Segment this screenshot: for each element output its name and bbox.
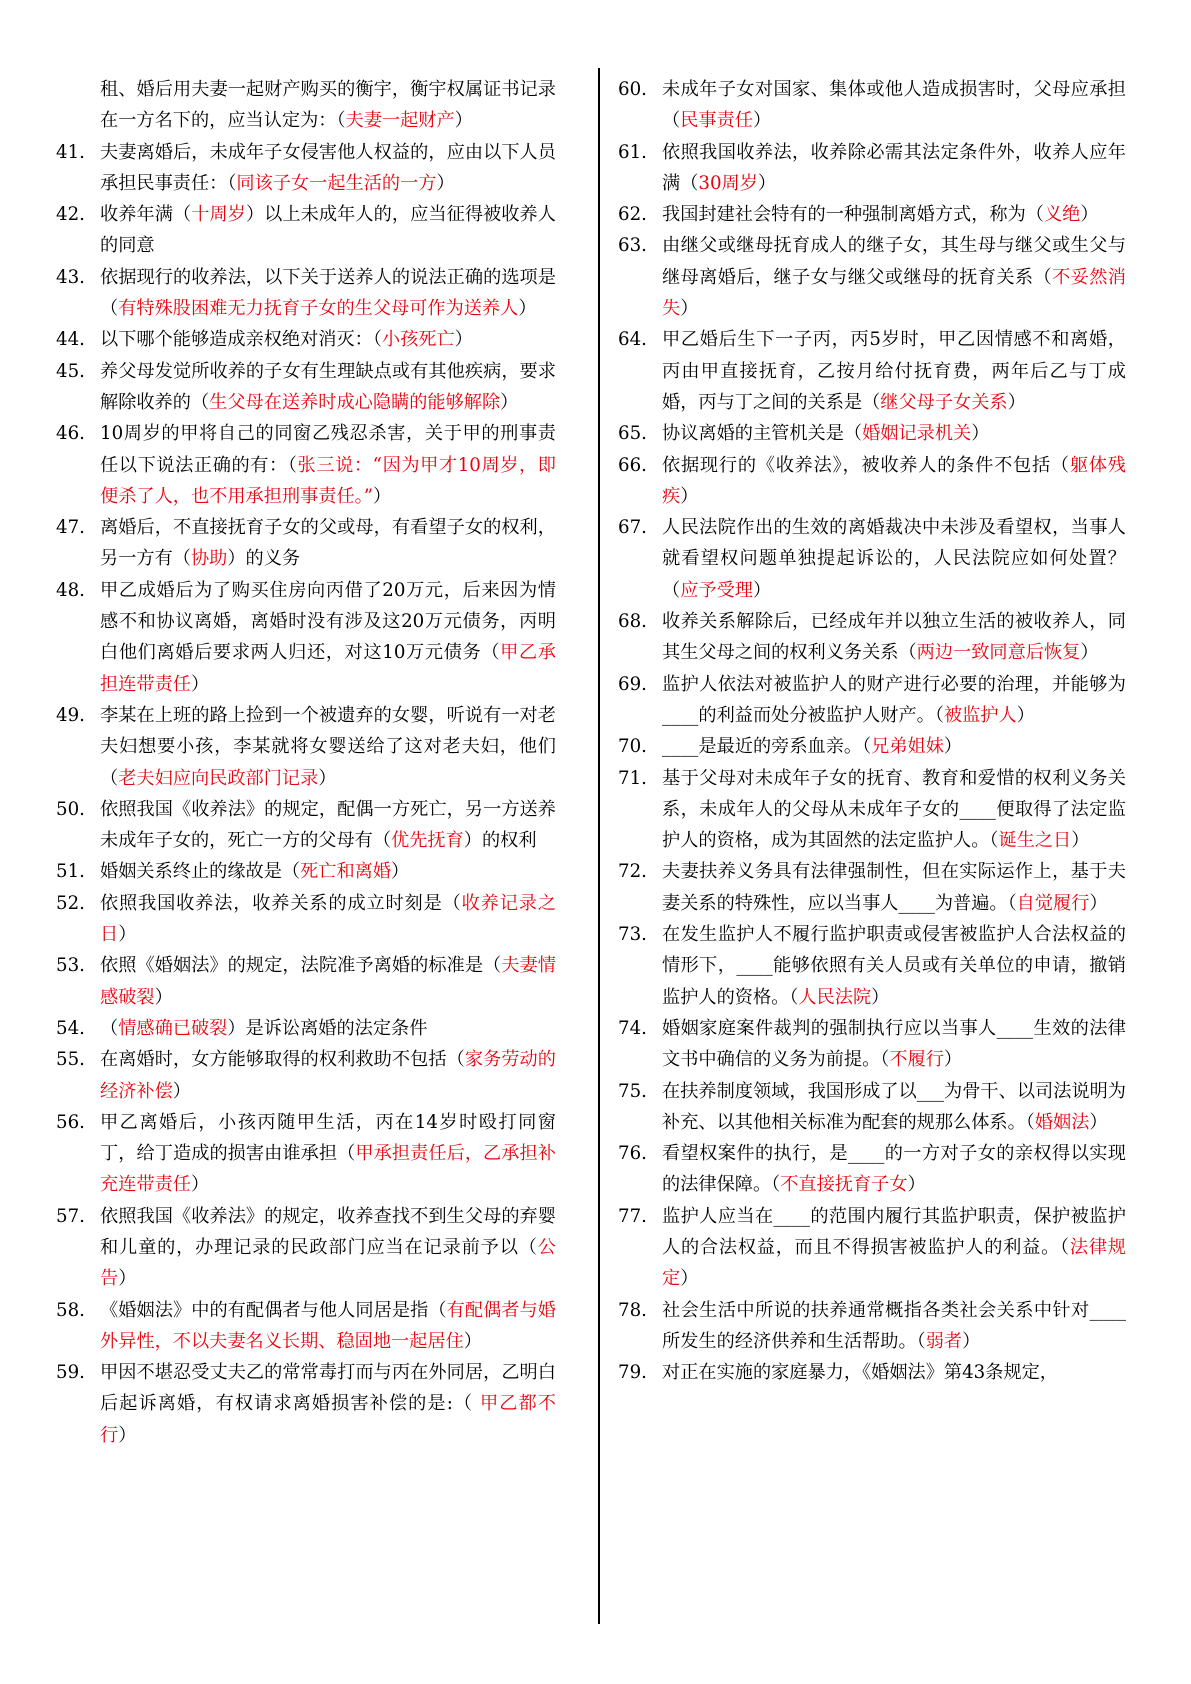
question-item	[618, 731, 1126, 762]
question-text: 依照我国《收养法》的规定，配偶一方死亡，另一方送养未成年子女的，死亡一方的父母有（	[100, 798, 556, 852]
answer-text: 婚姻记录机关	[862, 423, 972, 445]
question-text: 在发生监护人不履行监护职责或侵害被监护人合法权益的情形下，____能够依照有关人员或有关单位的申请，撤销监护人的资格。（	[662, 924, 1126, 1008]
question-number: 61.	[618, 141, 647, 163]
question-text: 甲乙婚后生下一子丙，丙5岁时，甲乙因情感不和离婚，丙由甲直接抚育，乙按月给付抚育费，两年后乙与丁成婚，丙与丁之间的关系是（	[662, 329, 1126, 413]
question-text: 对正在实施的家庭暴力，《婚姻法》第43条规定，	[662, 1362, 1058, 1384]
answer-text: 人民法院	[798, 986, 872, 1008]
question-body	[662, 1357, 1126, 1388]
answer-text: 婚姻法	[1034, 1111, 1090, 1133]
answer-text: 弱者	[925, 1330, 963, 1352]
question-number: 64.	[618, 329, 647, 351]
question-tail: ）	[971, 423, 990, 445]
question-text: 10周岁的甲将自己的同窗乙残忍杀害，关于甲的刑事责任以下说法正确的有：（	[100, 423, 556, 476]
answer-text: 躯体残疾	[662, 454, 1126, 507]
question-item	[56, 950, 556, 1013]
question-tail: ）	[752, 579, 772, 601]
question-number: 43.	[56, 266, 85, 288]
question-tail: ）	[962, 1330, 981, 1352]
question-text: ____是最近的旁系血亲。（	[662, 736, 872, 758]
question-item	[618, 230, 1126, 324]
question-body	[662, 450, 1126, 513]
question-item	[618, 919, 1126, 1013]
question-body	[662, 606, 1126, 669]
question-tail: ）的义务	[227, 548, 301, 570]
question-item	[56, 74, 556, 137]
question-number: 56.	[56, 1111, 85, 1133]
question-number: 47.	[56, 517, 85, 539]
answer-text: 有特殊股困难无力抚育子女的生父母可作为送养人	[118, 298, 519, 320]
question-tail: ）	[752, 110, 772, 132]
question-text: 依照我国收养法，收养关系的成立时刻是（	[100, 892, 462, 914]
question-text: 养父母发觉所收养的子女有生理缺点或有其他疾病，要求解除收养的（	[100, 360, 556, 413]
question-item	[56, 1107, 556, 1201]
question-tail: ）	[190, 1174, 210, 1196]
answer-text: 继父母子女关系	[880, 391, 1008, 413]
question-item	[618, 606, 1126, 669]
question-tail: ）	[1016, 704, 1035, 726]
answer-text: 不履行	[889, 1049, 944, 1071]
question-item	[618, 1295, 1126, 1358]
question-body	[662, 669, 1126, 732]
question-tail: ）	[190, 673, 210, 695]
question-number: 70.	[618, 736, 647, 758]
answer-text: 张三说：“因为甲才10周岁，即便杀了人，也不用承担刑事责任。”	[100, 454, 556, 507]
question-tail: ）	[680, 485, 699, 507]
question-item	[618, 1076, 1126, 1139]
question-body	[100, 1201, 556, 1295]
question-tail: ）	[500, 391, 519, 413]
answer-text: 不妥然消失	[662, 266, 1126, 320]
answer-text: 夫妻一起财产	[345, 110, 455, 132]
question-text: （	[100, 1017, 119, 1039]
answer-text: 甲乙承担连带责任	[100, 642, 556, 695]
question-body	[662, 763, 1126, 857]
question-item	[56, 888, 556, 951]
question-tail: ）	[454, 110, 473, 132]
question-text: 租、婚后用夫妻一起财产购买的衡宇，衡宇权属证书记录在一方名下的，应当认定为：（	[100, 79, 556, 132]
question-text: 基于父母对未成年子女的抚育、教育和爱惜的权利义务关系，未成年人的父母从未成年子女的____便取得了法定监护人的资格，成为其固然的法定监护人。（	[662, 767, 1126, 852]
answer-text: 情感确已破裂	[118, 1017, 228, 1039]
question-number: 72.	[618, 861, 647, 883]
right-column	[618, 74, 1126, 1388]
question-item	[618, 512, 1126, 606]
question-body	[662, 731, 1126, 762]
question-number: 77.	[618, 1205, 647, 1227]
question-text: 依照我国《收养法》的规定，收养查找不到生父母的弃婴和儿童的，办理记录的民政部门应当在记录前予以（	[100, 1205, 556, 1258]
question-tail: ）是诉讼离婚的法定条件	[227, 1017, 428, 1039]
question-tail: ）	[1089, 892, 1108, 914]
answer-text: 十周岁	[191, 204, 246, 226]
question-number: 59.	[56, 1362, 85, 1384]
question-text: 未成年子女对国家、集体或他人造成损害时，父母应承担（	[662, 79, 1126, 132]
question-number: 58.	[56, 1299, 85, 1321]
question-tail: ）	[871, 986, 890, 1008]
question-text: 监护人依法对被监护人的财产进行必要的治理，并能够为____的利益而处分被监护人财产。（	[662, 673, 1126, 726]
question-body	[100, 137, 556, 200]
question-body	[662, 1013, 1126, 1076]
question-tail: ）	[518, 298, 537, 320]
question-body	[100, 1013, 556, 1044]
question-tail: ）以上未成年人的，应当征得被收养人的同意	[100, 204, 556, 257]
question-item	[618, 1138, 1126, 1201]
column-divider	[598, 68, 600, 1624]
question-tail: ）	[373, 485, 392, 507]
question-item	[56, 418, 556, 512]
question-body	[100, 1044, 556, 1107]
question-item	[56, 1013, 556, 1044]
question-tail: ）	[943, 736, 963, 758]
question-tail: ）	[1080, 642, 1099, 664]
question-item	[618, 669, 1126, 732]
question-text: 甲乙成婚后为了购买住房向丙借了20万元，后来因为情感不和协议离婚，离婚时没有涉及这20万元债务，丙明白他们离婚后要求两人归还，对这10万元债务（	[100, 579, 556, 664]
question-item	[618, 856, 1126, 919]
question-body	[100, 74, 556, 137]
question-number: 67.	[618, 517, 647, 539]
question-item	[618, 324, 1126, 418]
question-text: 看望权案件的执行，是____的一方对子女的亲权得以实现的法律保障。（	[662, 1143, 1126, 1196]
question-number: 79.	[618, 1362, 647, 1384]
question-number: 73.	[618, 924, 647, 946]
answer-text: 甲乙都不行	[100, 1393, 556, 1446]
question-body	[662, 1076, 1126, 1139]
question-number: 53.	[56, 955, 85, 977]
question-body	[100, 700, 556, 794]
question-item	[618, 1201, 1126, 1295]
question-body	[662, 856, 1126, 919]
question-number: 74.	[618, 1017, 647, 1039]
question-body	[662, 137, 1126, 200]
question-item	[618, 450, 1126, 513]
question-number: 48.	[56, 579, 85, 601]
question-text: 在扶养制度领域，我国形成了以___为骨干、以司法说明为补充、以其他相关标准为配套的规那么体系。（	[662, 1080, 1126, 1133]
question-text: 《婚姻法》中的有配偶者与他人同居是指（	[100, 1299, 447, 1321]
question-body	[662, 512, 1126, 606]
question-number: 69.	[618, 673, 647, 695]
question-item	[56, 356, 556, 419]
question-body	[662, 74, 1126, 137]
question-item	[56, 700, 556, 794]
question-tail: ）	[118, 1424, 137, 1446]
question-tail: ）	[463, 1330, 482, 1352]
question-tail: ）	[1080, 204, 1099, 226]
question-text: 协议离婚的主管机关是（	[662, 423, 863, 445]
question-number: 62.	[618, 204, 647, 226]
question-number: 60.	[618, 79, 647, 100]
question-body	[100, 794, 556, 857]
question-body	[100, 418, 556, 512]
question-tail: ）	[1089, 1111, 1108, 1133]
question-tail: ）	[118, 1268, 137, 1290]
question-item	[56, 1357, 556, 1451]
question-text: 由继父或继母抚育成人的继子女，其生母与继父或生父与继母离婚后，继子女与继父或继母的抚育关系（	[662, 235, 1126, 288]
question-body	[100, 950, 556, 1013]
question-tail: ）	[680, 1268, 699, 1290]
question-number: 66.	[618, 454, 647, 476]
question-number: 46.	[56, 423, 85, 445]
answer-text: 30周岁	[698, 172, 758, 194]
question-number: 76.	[618, 1143, 647, 1165]
question-body	[662, 324, 1126, 418]
question-body	[100, 324, 556, 355]
answer-text: 自觉履行	[1016, 892, 1090, 914]
question-number: 65.	[618, 423, 647, 445]
question-text: 李某在上班的路上捡到一个被遗弃的女婴，听说有一对老夫妇想要小孩，李某就将女婴送给了这对老夫妇，他们（	[100, 704, 556, 789]
question-item	[56, 137, 556, 200]
question-item	[56, 575, 556, 700]
question-tail: ）	[943, 1049, 963, 1071]
answer-text: 甲承担责任后，乙承担补充连带责任	[100, 1143, 556, 1196]
question-text: 收养年满（	[100, 204, 192, 226]
question-tail: ）	[172, 1080, 191, 1102]
question-tail: ）	[118, 924, 137, 946]
question-text: 甲因不堪忍受丈夫乙的常常毒打而与丙在外同居，乙明白后起诉离婚，有权请求离婚损害补偿的是:（	[100, 1362, 556, 1415]
question-text: 在离婚时，女方能够取得的权利救助不包括（	[100, 1049, 465, 1071]
question-text: 依据现行的收养法，以下关于送养人的说法正确的选项是（	[100, 266, 556, 320]
question-body	[100, 856, 556, 887]
question-item	[56, 1295, 556, 1358]
question-item	[618, 74, 1126, 137]
question-item	[56, 856, 556, 887]
answer-text: 同该子女一起生活的一方	[236, 172, 437, 194]
question-number: 52.	[56, 892, 85, 914]
left-column	[56, 74, 556, 1451]
question-number: 51.	[56, 861, 85, 883]
question-body	[100, 1357, 556, 1451]
answer-text: 夫妻情感破裂	[100, 955, 556, 1008]
question-text: 夫妻离婚后，未成年子女侵害他人权益的，应由以下人员承担民事责任：（	[100, 141, 556, 194]
question-item	[56, 199, 556, 262]
question-body	[100, 199, 556, 262]
question-tail: ）	[1007, 391, 1026, 413]
question-body	[100, 888, 556, 951]
question-body	[662, 230, 1126, 324]
question-number: 54.	[56, 1017, 85, 1039]
question-item	[56, 794, 556, 857]
question-tail: ）	[757, 172, 777, 194]
question-number: 44.	[56, 329, 85, 351]
question-text: 依照我国收养法，收养除必需其法定条件外，收养人应年满（	[662, 141, 1126, 194]
question-item	[618, 1357, 1126, 1388]
question-body	[100, 262, 556, 325]
question-tail: ）	[454, 329, 473, 351]
question-tail: ）	[154, 986, 173, 1008]
answer-text: 协助	[190, 548, 228, 570]
question-body	[100, 575, 556, 700]
question-body	[100, 356, 556, 419]
question-body	[662, 418, 1126, 449]
question-item	[618, 137, 1126, 200]
question-text: 人民法院作出的生效的离婚裁决中未涉及看望权，当事人就看望权问题单独提起诉讼的，人民法院应如何处置？（	[662, 517, 1126, 601]
question-body	[662, 919, 1126, 1013]
question-text: 婚姻家庭案件裁判的强制执行应以当事人____生效的法律文书中确信的义务为前提。（	[662, 1017, 1126, 1071]
question-item	[56, 1044, 556, 1107]
question-item	[618, 1013, 1126, 1076]
answer-text: 义绝	[1043, 204, 1081, 226]
question-tail: ）	[391, 861, 410, 883]
answer-text: 诞生之日	[998, 830, 1072, 852]
question-number: 75.	[618, 1080, 647, 1102]
question-text: 甲乙离婚后，小孩丙随甲生活，丙在14岁时殴打同窗丁，给丁造成的损害由谁承担（	[100, 1111, 556, 1165]
answer-text: 法律规定	[662, 1236, 1126, 1290]
answer-text: 兄弟姐妹	[871, 736, 944, 758]
question-text: 社会生活中所说的扶养通常概指各类社会关系中针对____所发生的经济供养和生活帮助。（	[662, 1299, 1126, 1352]
question-tail: ）的权利	[463, 830, 537, 852]
answer-text: 民事责任	[680, 110, 753, 132]
question-text: 夫妻扶养义务具有法律强制性，但在实际运作上，基于夫妻关系的特殊性，应以当事人____为普遍。（	[662, 861, 1126, 914]
question-number: 49.	[56, 704, 85, 726]
question-body	[100, 512, 556, 575]
question-item	[56, 512, 556, 575]
question-item	[56, 1201, 556, 1295]
answer-text: 生父母在送养时成心隐瞒的能够解除	[209, 391, 501, 413]
question-text: 以下哪个能够造成亲权绝对消灭：（	[100, 329, 382, 351]
answer-text: 优先抚育	[391, 830, 464, 852]
question-tail: ）	[436, 172, 455, 194]
question-body	[662, 1295, 1126, 1358]
question-number: 63.	[618, 235, 647, 257]
question-tail: ）	[1071, 830, 1090, 852]
answer-text: 家务劳动的经济补偿	[100, 1049, 556, 1102]
answer-text: 不直接抚育子女	[780, 1174, 908, 1196]
question-text: 依照《婚姻法》的规定，法院准予离婚的标准是（	[100, 955, 502, 977]
question-number: 50.	[56, 798, 85, 820]
question-text: 离婚后，不直接抚育子女的父或母，有看望子女的权利，另一方有（	[100, 517, 556, 570]
question-item	[56, 262, 556, 325]
question-text: 依据现行的《收养法》，被收养人的条件不包括（	[662, 454, 1070, 476]
question-text: 我国封建社会特有的一种强制离婚方式，称为（	[662, 204, 1044, 226]
answer-text: 应予受理	[680, 579, 753, 601]
question-tail: ）	[318, 767, 337, 789]
question-number: 42.	[56, 204, 85, 226]
question-body	[100, 1107, 556, 1201]
answer-text: 被监护人	[943, 704, 1017, 726]
question-body	[100, 1295, 556, 1358]
question-number: 55.	[56, 1049, 85, 1071]
question-body	[662, 1138, 1126, 1201]
question-tail: ）	[907, 1174, 926, 1196]
question-item	[618, 199, 1126, 230]
question-number: 78.	[618, 1299, 647, 1321]
question-item	[618, 418, 1126, 449]
question-text: 监护人应当在____的范围内履行其监护职责，保护被监护人的合法权益，而且不得损害被监护人的利益。（	[662, 1205, 1126, 1258]
question-text: 婚姻关系终止的缘故是（	[100, 861, 301, 883]
answer-text: 有配偶者与婚外异性，不以夫妻名义长期、稳固地一起居住	[100, 1299, 556, 1352]
answer-text: 死亡和离婚	[300, 861, 392, 883]
question-number: 41.	[56, 141, 85, 163]
answer-text: 两边一致同意后恢复	[916, 642, 1081, 664]
question-body	[662, 1201, 1126, 1295]
answer-text: 收养记录之日	[100, 892, 556, 946]
question-body	[662, 199, 1126, 230]
answer-text: 公告	[100, 1236, 556, 1290]
question-item	[618, 763, 1126, 857]
question-number: 57.	[56, 1205, 85, 1227]
question-tail: ）	[680, 298, 699, 320]
answer-text: 小孩死亡	[381, 329, 455, 351]
question-number: 71.	[618, 767, 647, 789]
question-number: 68.	[618, 611, 647, 633]
question-text: 收养关系解除后，已经成年并以独立生活的被收养人，同其生父母之间的权利义务关系（	[662, 611, 1126, 664]
question-item	[56, 324, 556, 355]
question-number: 45.	[56, 360, 85, 382]
answer-text: 老夫妇应向民政部门记录	[118, 767, 319, 789]
